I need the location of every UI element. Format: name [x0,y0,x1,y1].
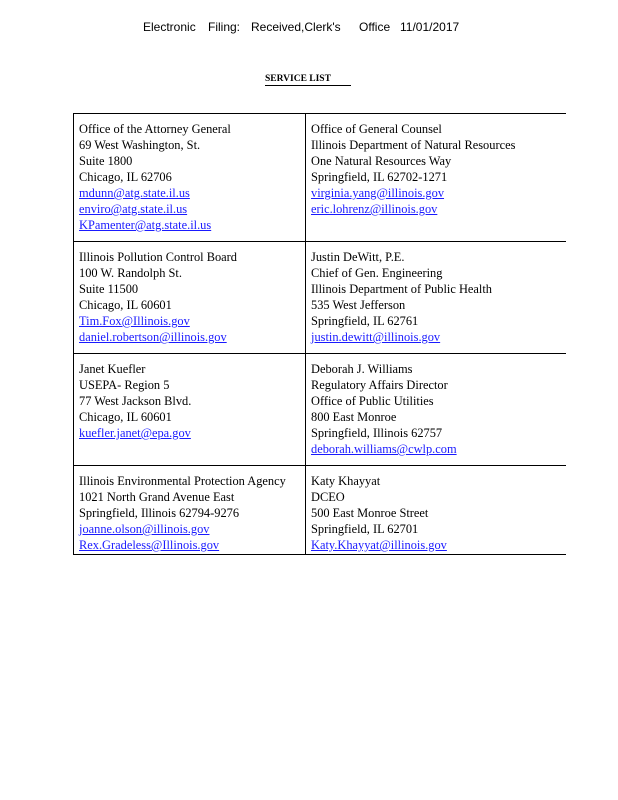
address-line: Suite 11500 [79,282,139,296]
contact-cell [306,466,566,555]
address-line: 69 West Washington, St. [79,138,201,152]
address-line: Illinois Environmental Protection Agency [79,474,286,488]
address-line: 1021 North Grand Avenue East [79,490,235,504]
address-line: USEPA- Region 5 [79,378,170,392]
address-line: 77 West Jackson Blvd. [79,394,192,408]
contact-cell [74,354,306,466]
address-line: Office of the Attorney General [79,122,231,136]
address-line: Janet Kuefler [79,362,146,376]
address-line: Office of Public Utilities [311,394,434,408]
address-line: DCEO [311,490,345,504]
table-row [74,114,566,242]
email-link[interactable]: virginia.yang@illinois.gov [311,186,445,200]
service-list-table [73,113,566,555]
email-link[interactable]: Tim.Fox@Illinois.gov [79,314,190,328]
contact-cell [306,354,566,466]
address-line: 800 East Monroe [311,410,397,424]
address-line: Suite 1800 [79,154,133,168]
address-line: Office of General Counsel [311,122,442,136]
address-line: 535 West Jefferson [311,298,406,312]
email-link[interactable]: Rex.Gradeless@Illinois.gov [79,538,220,552]
address-line: Chicago, IL 60601 [79,298,172,312]
table-row [74,466,566,555]
email-link[interactable]: enviro@atg.state.il.us [79,202,188,216]
filing-header [0,20,618,36]
address-line: One Natural Resources Way [311,154,452,168]
email-link[interactable]: eric.lohrenz@illinois.gov [311,202,438,216]
header-filing: Filing: [208,20,241,34]
contact-cell [74,242,306,354]
header-received: Received,Clerk's [251,20,341,34]
contact-cell [306,242,566,354]
header-electronic: Electronic [143,20,196,34]
email-link[interactable]: KPamenter@atg.state.il.us [79,218,212,232]
email-link[interactable]: justin.dewitt@illinois.gov [311,330,441,344]
address-line: Springfield, Illinois 62794-9276 [79,506,240,520]
address-line: Illinois Department of Natural Resources [311,138,516,152]
address-line: Springfield, IL 62701 [311,522,419,536]
address-line: 500 East Monroe Street [311,506,429,520]
contact-cell [306,114,566,242]
header-office: Office [359,20,391,34]
address-line: Chicago, IL 60601 [79,410,172,424]
email-link[interactable]: deborah.williams@cwlp.com [311,442,457,456]
email-link[interactable]: kuefler.janet@epa.gov [79,426,191,440]
address-line: Katy Khayyat [311,474,381,488]
address-line: Springfield, IL 62702-1271 [311,170,448,184]
contact-cell [74,466,306,555]
email-link[interactable]: daniel.robertson@illinois.gov [79,330,227,344]
table-row [74,242,566,354]
service-list-title: SERVICE LIST [265,74,351,86]
contact-cell [74,114,306,242]
address-line: Regulatory Affairs Director [311,378,448,392]
email-link[interactable]: joanne.olson@illinois.gov [79,522,210,536]
email-link[interactable]: mdunn@atg.state.il.us [79,186,190,200]
address-line: Illinois Pollution Control Board [79,250,237,264]
address-line: Chicago, IL 62706 [79,170,172,184]
address-line: Springfield, IL 62761 [311,314,419,328]
email-link[interactable]: Katy.Khayyat@illinois.gov [311,538,447,552]
address-line: Deborah J. Williams [311,362,413,376]
header-date: 11/01/2017 [400,20,460,34]
address-line: Justin DeWitt, P.E. [311,250,405,264]
address-line: Springfield, Illinois 62757 [311,426,443,440]
address-line: Illinois Department of Public Health [311,282,493,296]
address-line: Chief of Gen. Engineering [311,266,443,280]
table-row [74,354,566,466]
address-line: 100 W. Randolph St. [79,266,182,280]
